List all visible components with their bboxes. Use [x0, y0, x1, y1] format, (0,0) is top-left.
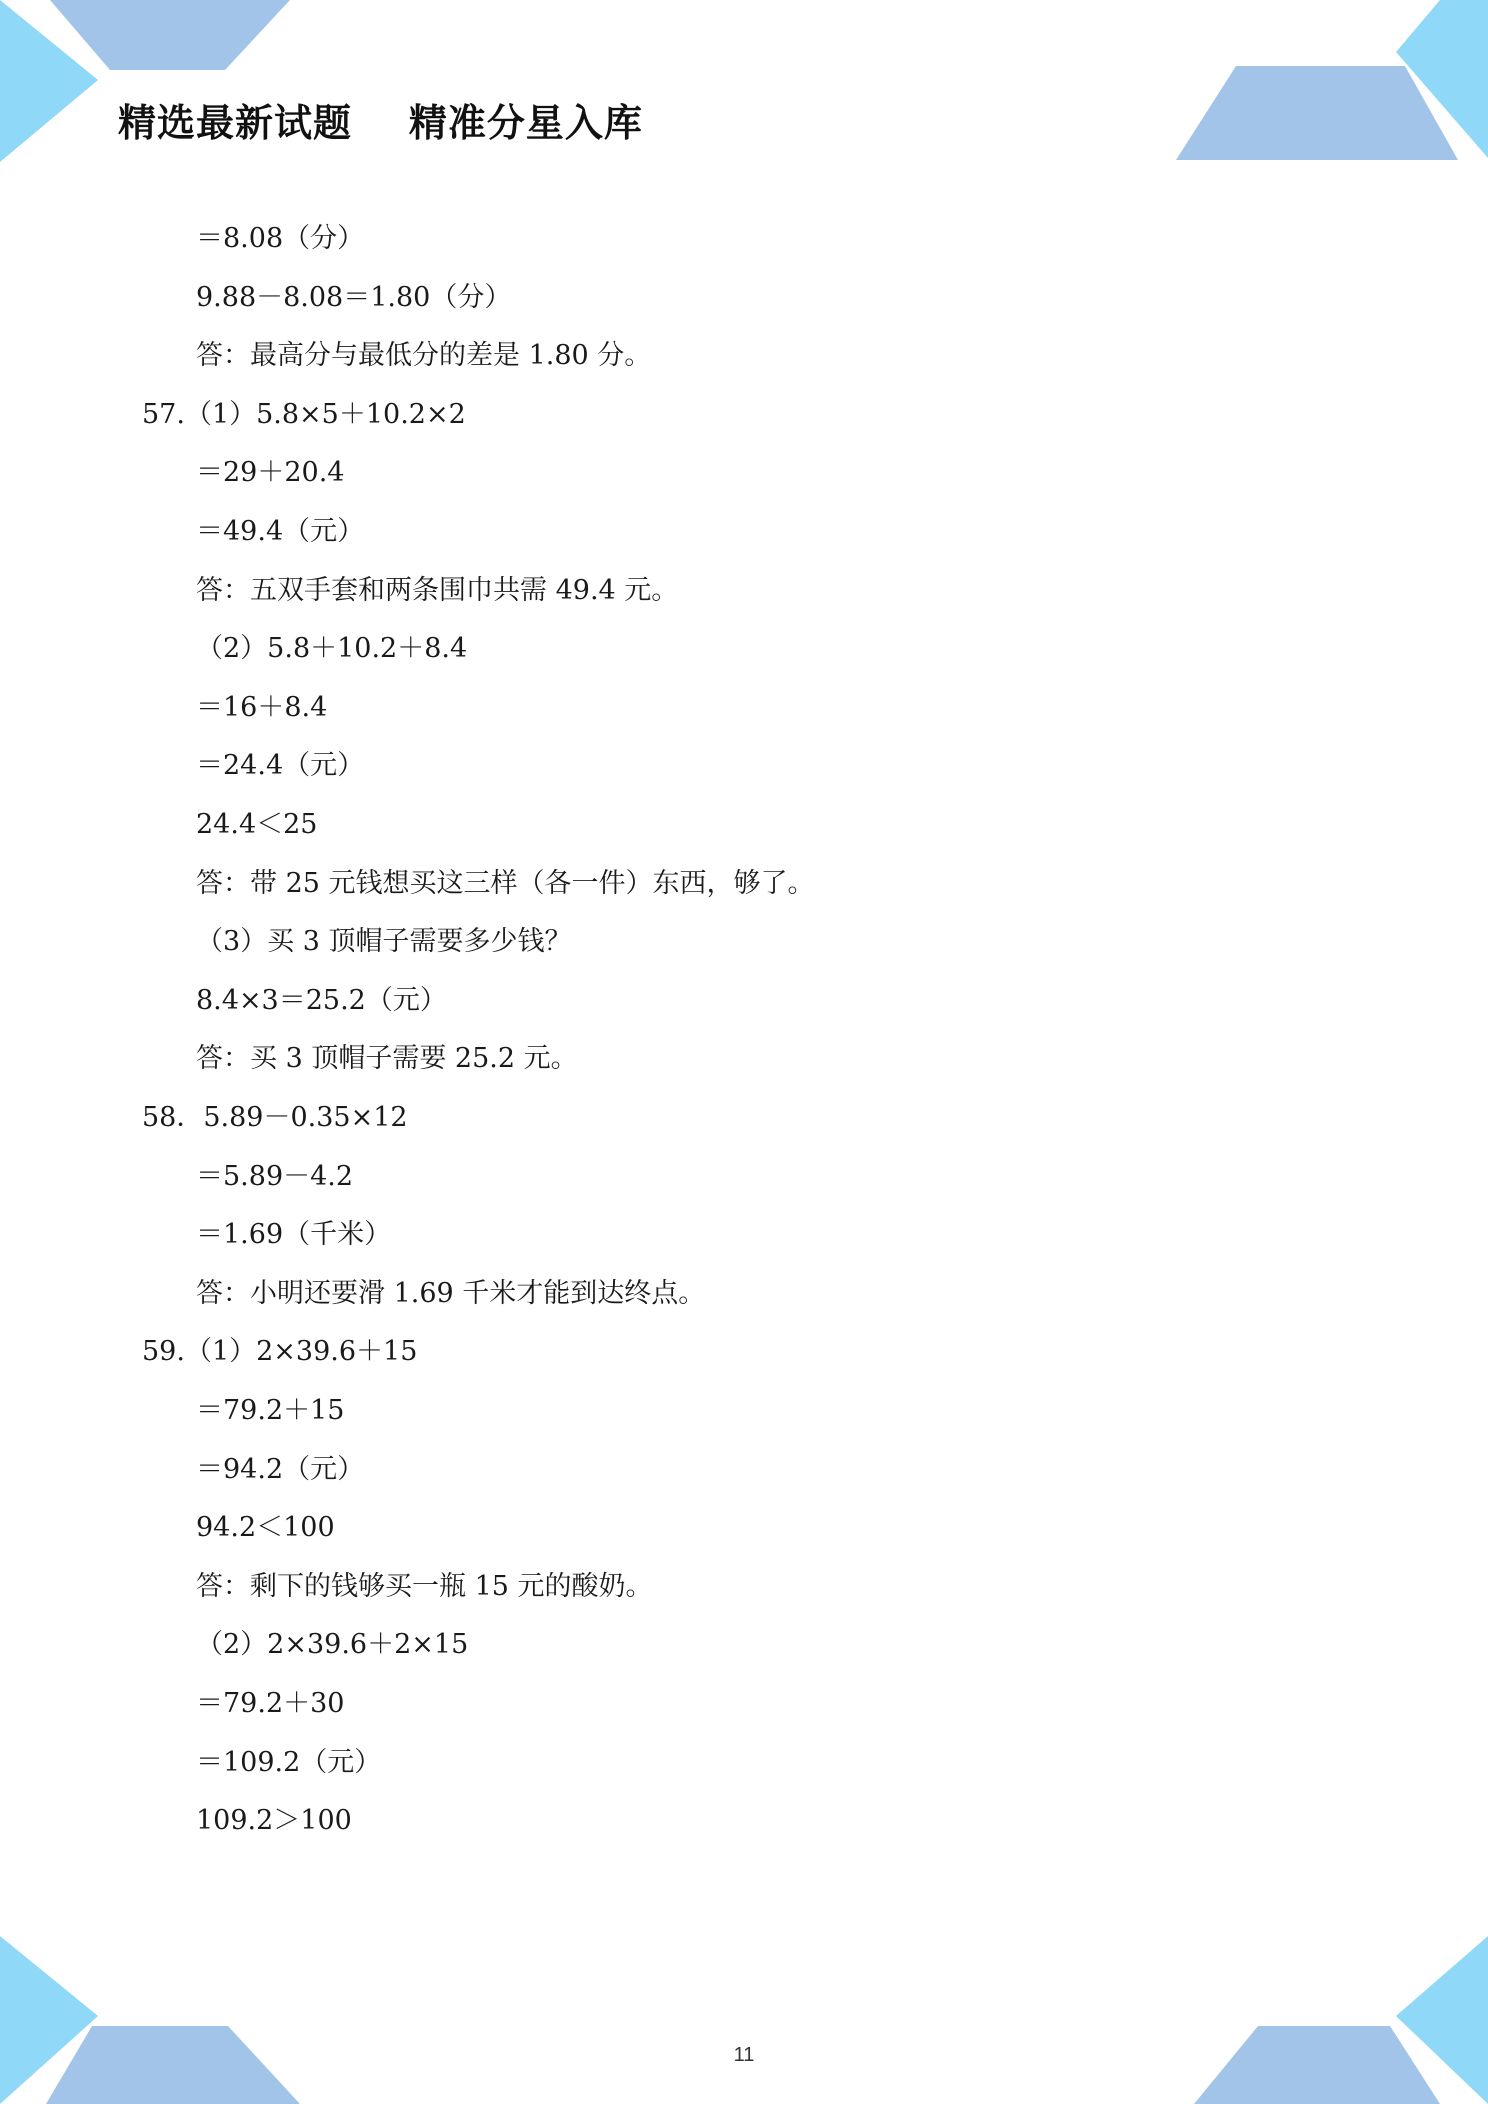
answer-line: 答：小明还要滑 1.69 千米才能到达终点。	[196, 1277, 706, 1309]
answer-line: 58．5.89－0.35×12	[142, 1102, 408, 1133]
answer-line: 答：最高分与最低分的差是 1.80 分。	[196, 340, 652, 372]
answer-line: 答：剩下的钱够买一瓶 15 元的酸奶。	[196, 1570, 653, 1602]
answer-line: 24.4＜25	[196, 809, 318, 840]
answer-line: 109.2＞100	[196, 1805, 352, 1837]
answer-line: ＝5.89－4.2	[196, 1160, 354, 1192]
answer-line: 94.2＜100	[196, 1512, 335, 1544]
answer-line: ＝109.2（元）	[196, 1746, 382, 1778]
deco-shape-top-left-trapezoid	[50, 0, 290, 70]
answer-line: ＝79.2＋15	[196, 1395, 345, 1426]
page-number: 11	[733, 2044, 755, 2066]
answer-line: ＝8.08（分）	[196, 223, 365, 254]
answer-line: ＝94.2（元）	[196, 1453, 365, 1485]
answer-line: ＝1.69（千米）	[196, 1219, 392, 1251]
answer-line: 57.（1）5.8×5＋10.2×2	[142, 398, 466, 430]
answer-line: ＝24.4（元）	[196, 750, 365, 782]
answer-line: ＝29＋20.4	[196, 457, 345, 489]
answer-line: （2）5.8＋10.2＋8.4	[196, 633, 468, 665]
answer-line: ＝16＋8.4	[196, 691, 328, 723]
answer-line: ＝49.4（元）	[196, 516, 365, 547]
answer-line: （3）买 3 顶帽子需要多少钱？	[196, 926, 572, 958]
answer-line: 8.4×3＝25.2（元）	[196, 984, 447, 1016]
answer-line: （2）2×39.6＋2×15	[196, 1629, 469, 1661]
answer-line: ＝79.2＋30	[196, 1688, 345, 1719]
answer-line: 59.（1）2×39.6＋15	[142, 1336, 418, 1368]
answer-line: 答：带 25 元钱想买这三样（各一件）东西，够了。	[196, 867, 815, 899]
header-title: 精选最新试题 精准分星入库	[118, 101, 643, 145]
answer-line: 9.88－8.08＝1.80（分）	[196, 281, 512, 313]
answer-line: 答：五双手套和两条围巾共需 49.4 元。	[196, 574, 679, 606]
answer-line: 答：买 3 顶帽子需要 25.2 元。	[196, 1043, 578, 1075]
deco-shape-top-right-trapezoid	[1176, 66, 1458, 160]
